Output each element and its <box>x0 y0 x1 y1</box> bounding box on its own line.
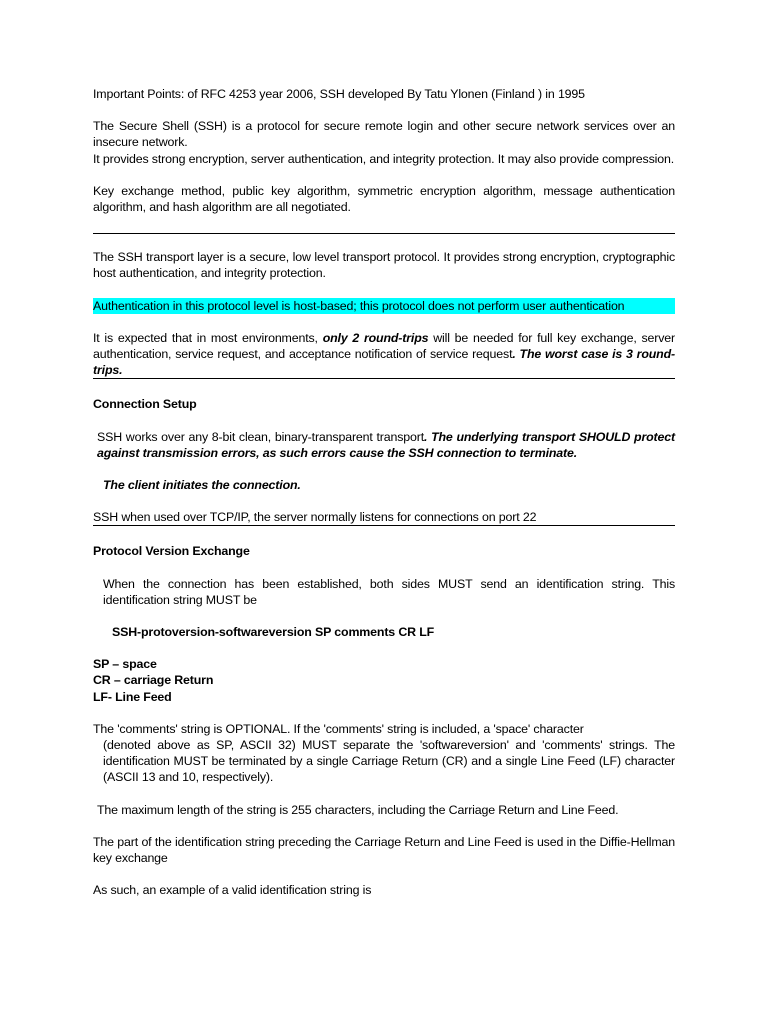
highlighted-authentication-note: Authentication in this protocol level is host-based; this protocol does not perform user authentication <box>93 298 675 314</box>
ssh-definition: The Secure Shell (SSH) is a protocol for secure remote login and other secure network services over an insecure network. <box>93 119 675 150</box>
heading-connection-setup: Connection Setup <box>93 397 197 412</box>
transport-layer-paragraph: The SSH transport layer is a secure, low level transport protocol. It provides strong encryption, cryptographic host authentication, and integrity protection. <box>93 250 675 281</box>
heading-protocol-version-exchange: Protocol Version Exchange <box>93 544 250 559</box>
definition-cr: CR – carriage Return <box>93 673 214 688</box>
document-page <box>93 86 675 899</box>
intro-line: Important Points: of RFC 4253 year 2006, SSH developed By Tatu Ylonen (Finland ) in 1995 <box>93 87 585 101</box>
round-trips-paragraph: It is expected that in most environments, only 2 round-trips will be needed for full key exchange, server authentication, service request, and acceptance notification of service request. The worst case is 3 round-trips. <box>93 330 676 378</box>
example-intro: As such, an example of a valid identification string is <box>93 883 372 898</box>
comments-optional: The 'comments' string is OPTIONAL. If the 'comments' string is included, a 'space' character <box>93 721 584 736</box>
max-length-note: The maximum length of the string is 255 characters, including the Carriage Return and Line Feed. <box>97 802 619 817</box>
transport-requirement: SSH works over any 8-bit clean, binary-transparent transport. The underlying transport SHOULD protect against transmission errors, as such errors cause the SSH connection to terminate. <box>97 429 675 460</box>
definition-sp: SP – space <box>93 657 157 672</box>
ssh-features: It provides strong encryption, server authentication, and integrity protection. It may also provide compression. <box>93 151 675 166</box>
negotiated-algorithms: Key exchange method, public key algorithm, symmetric encryption algorithm, message authentication algorithm, and hash algorithm are all negotiated. <box>93 183 675 215</box>
tcp-port-note: SSH when used over TCP/IP, the server normally listens for connections on port 22 <box>93 510 537 525</box>
identification-string-intro: When the connection has been established, both sides MUST send an identification string. This identification string MUST be <box>103 576 675 607</box>
definition-lf: LF- Line Feed <box>93 689 172 704</box>
diffie-hellman-note: The part of the identification string preceding the Carriage Return and Line Feed is used in the Diffie-Hellman key exchange <box>93 834 675 866</box>
comments-separator: (denoted above as SP, ASCII 32) MUST separate the 'softwareversion' and 'comments' strings. The identification MUST be terminated by a single Carriage Return (CR) and a single Line Feed (LF) character (ASCII 13 and 10, respectively). <box>103 738 675 785</box>
identification-format: SSH-protoversion-softwareversion SP comments CR LF <box>112 625 435 640</box>
worst-case-emphasis: . The worst case is 3 round-trips. <box>93 347 675 378</box>
client-initiates-note: The client initiates the connection. <box>103 478 301 493</box>
round-trips-emphasis: only 2 round-trips <box>322 330 429 345</box>
